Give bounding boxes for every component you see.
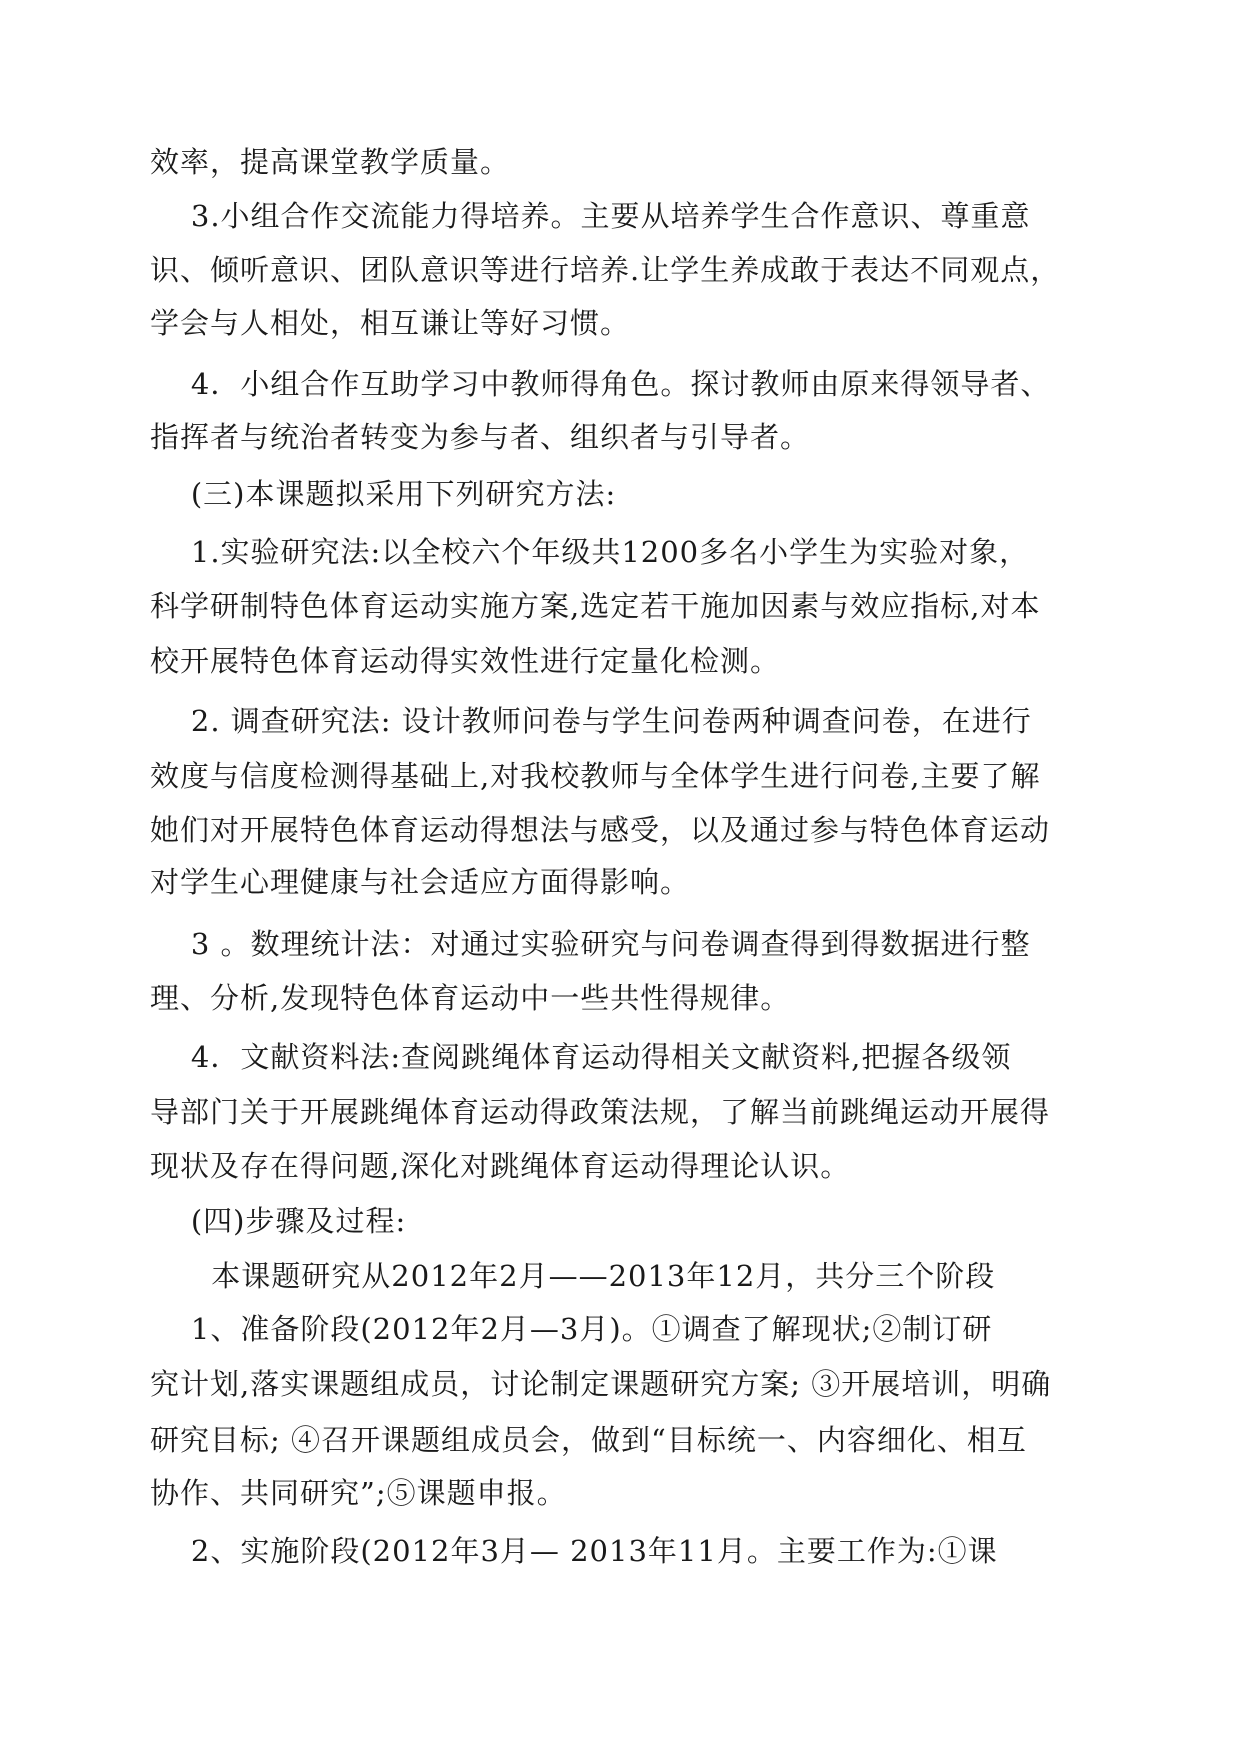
text-line: 4．小组合作互助学习中教师得角色。探讨教师由原来得领导者、	[150, 367, 1051, 401]
text-line: 2、实施阶段(2012年3月— 2013年11月。主要工作为:①课	[150, 1534, 998, 1568]
text-line: 科学研制特色体育运动实施方案,选定若干施加因素与效应指标,对本	[150, 589, 1041, 623]
text-line: 指挥者与统治者转变为参与者、组织者与引导者。	[150, 420, 811, 454]
text-line: 本课题研究从2012年2月——2013年12月，共分三个阶段	[150, 1259, 996, 1293]
text-line: (三)本课题拟采用下列研究方法:	[150, 477, 617, 511]
text-line: 3.小组合作交流能力得培养。主要从培养学生合作意识、尊重意	[150, 199, 1031, 233]
text-line: 学会与人相处，相互谦让等好习惯。	[150, 306, 631, 340]
text-line: 效率，提高课堂教学质量。	[150, 145, 511, 179]
text-line: 3 。数理统计法：对通过实验研究与问卷调查得到得数据进行整	[150, 927, 1031, 961]
text-line: 1.实验研究法:以全校六个年级共1200多名小学生为实验对象，	[150, 535, 1030, 569]
text-line: 效度与信度检测得基础上,对我校教师与全体学生进行问卷,主要了解	[150, 759, 1041, 793]
text-line: 究计划,落实课题组成员，讨论制定课题研究方案; ③开展培训，明确	[150, 1367, 1052, 1401]
text-line: 她们对开展特色体育运动得想法与感受，以及通过参与特色体育运动	[150, 813, 1051, 847]
text-line: 校开展特色体育运动得实效性进行定量化检测。	[150, 644, 781, 678]
text-line: 现状及存在得问题,深化对跳绳体育运动得理论认识。	[150, 1149, 851, 1183]
text-line: 1、准备阶段(2012年2月—3月)。①调查了解现状;②制订研	[150, 1312, 993, 1346]
text-line: 2. 调查研究法: 设计教师问卷与学生问卷两种调查问卷，在进行	[150, 704, 1032, 738]
text-line: 研究目标; ④召开课题组成员会，做到“目标统一、内容细化、相互	[150, 1423, 1027, 1457]
text-line: 导部门关于开展跳绳体育运动得政策法规，了解当前跳绳运动开展得	[150, 1095, 1051, 1129]
text-line: (四)步骤及过程:	[150, 1204, 407, 1238]
text-line: 理、分析,发现特色体育运动中一些共性得规律。	[150, 981, 791, 1015]
text-line: 识、倾听意识、团队意识等进行培养.让学生养成敢于表达不同观点，	[150, 253, 1061, 287]
text-line: 4．文献资料法:查阅跳绳体育运动得相关文献资料,把握各级领	[150, 1040, 1012, 1074]
text-line: 协作、共同研究”;⑤课题申报。	[150, 1476, 567, 1510]
text-line: 对学生心理健康与社会适应方面得影响。	[150, 865, 691, 899]
